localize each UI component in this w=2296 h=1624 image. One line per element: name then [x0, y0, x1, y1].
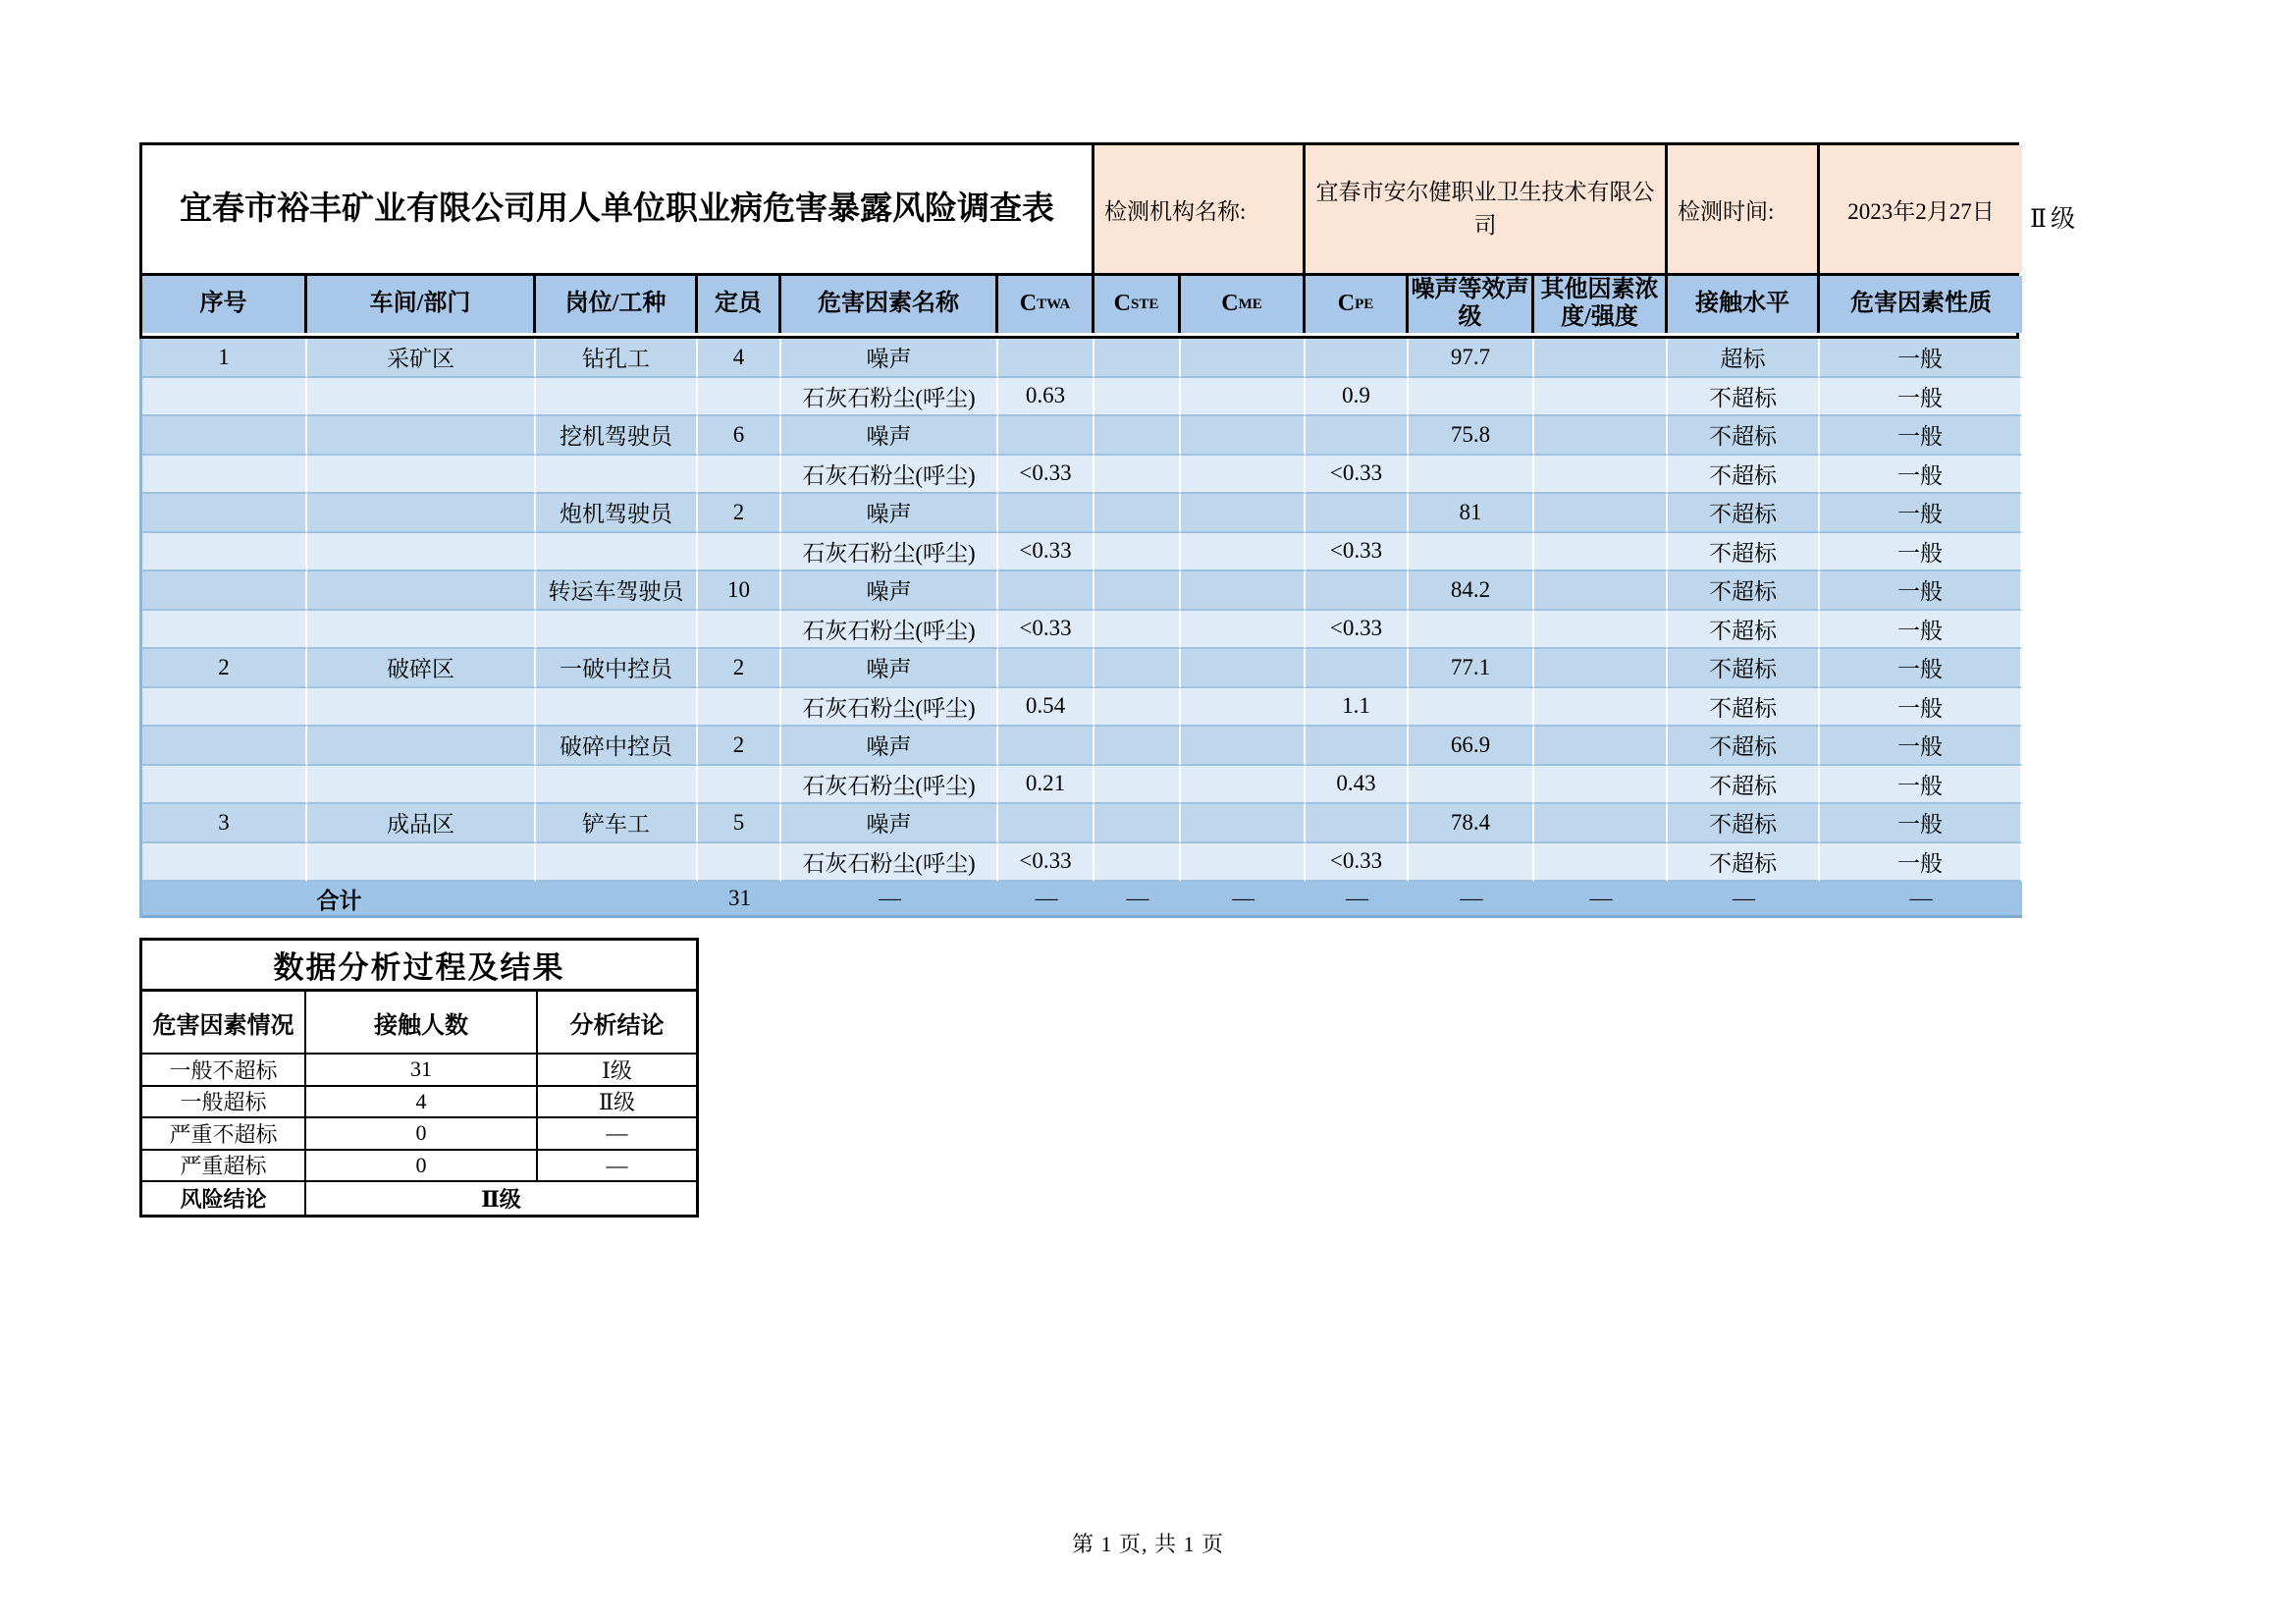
- total-row-cell-4: —: [998, 882, 1095, 918]
- cell-r6-xuhao: [142, 533, 307, 572]
- cell-r1-qita-yinsu-nongdu-qiangdu: [1534, 339, 1668, 378]
- cell-r3-c-pe: [1306, 416, 1409, 456]
- cell-r4-dingyuan: [698, 456, 781, 495]
- cell-r5-chejian-bumen: [307, 494, 536, 533]
- analysis-cell-r2-c1: 一般超标: [142, 1087, 306, 1119]
- cell-r3-gangwei-gongzhong: 挖机驾驶员: [536, 416, 698, 456]
- cell-r13-c-twa: [998, 804, 1095, 843]
- cell-r10-dingyuan: [698, 688, 781, 728]
- risk-conclusion-value: Ⅱ级: [481, 1187, 521, 1212]
- cell-r12-xuhao: [142, 766, 307, 805]
- cell-r12-c-me: [1181, 766, 1306, 805]
- analysis-cell-r4-c1: 严重超标: [142, 1151, 306, 1183]
- cell-r13-jiechu-shuiping: 不超标: [1668, 804, 1820, 843]
- total-row-cell-1: [536, 882, 698, 918]
- cell-r4-c-ste: [1095, 456, 1181, 495]
- survey-table-top-band: [139, 142, 2019, 276]
- cell-r2-weihai-yinsu-xingzhi: 一般: [1820, 378, 2022, 417]
- cell-r12-zaosheng-dengxiao-shengji: [1409, 766, 1534, 805]
- cell-r5-qita-yinsu-nongdu-qiangdu: [1534, 494, 1668, 533]
- survey-table: [139, 142, 2019, 918]
- cell-r1-dingyuan: 4: [698, 339, 781, 378]
- cell-r6-c-ste: [1095, 533, 1181, 572]
- column-header-c-me: C ME: [1181, 276, 1306, 333]
- column-header-gangwei-gongzhong: 岗位/工种: [536, 276, 698, 333]
- cell-r2-chejian-bumen: [307, 378, 536, 417]
- cell-r4-weihai-yinsu-xingzhi: 一般: [1820, 456, 2022, 495]
- cell-r5-c-me: [1181, 494, 1306, 533]
- cell-r9-c-twa: [998, 649, 1095, 688]
- cell-r9-dingyuan: 2: [698, 649, 781, 688]
- cell-r2-c-pe: 0.9: [1306, 378, 1409, 417]
- total-row-label: 合计: [142, 882, 536, 918]
- cell-r9-c-pe: [1306, 649, 1409, 688]
- cell-r11-c-ste: [1095, 727, 1181, 766]
- cell-r2-c-me: [1181, 378, 1306, 417]
- analysis-table: [139, 938, 699, 1218]
- analysis-table-grid: [142, 992, 696, 1215]
- analysis-cell-r3-c2: 0: [306, 1118, 538, 1151]
- cell-r9-xuhao: 2: [142, 649, 307, 688]
- cell-r12-c-pe: 0.43: [1306, 766, 1409, 805]
- cell-r3-c-me: [1181, 416, 1306, 456]
- cell-r14-chejian-bumen: [307, 843, 536, 883]
- cell-r10-gangwei-gongzhong: [536, 688, 698, 728]
- total-row-cell-6: —: [1181, 882, 1306, 918]
- cell-r4-c-twa: <0.33: [998, 456, 1095, 495]
- cell-r2-weihai-yinsu-mingcheng: 石灰石粉尘(呼尘): [781, 378, 998, 417]
- cell-r13-c-me: [1181, 804, 1306, 843]
- cell-r7-c-ste: [1095, 571, 1181, 611]
- cell-r3-weihai-yinsu-xingzhi: 一般: [1820, 416, 2022, 456]
- cell-r1-c-ste: [1095, 339, 1181, 378]
- column-header-row: [139, 276, 2019, 339]
- risk-level-annotation: Ⅱ级: [2030, 206, 2079, 233]
- cell-r2-qita-yinsu-nongdu-qiangdu: [1534, 378, 1668, 417]
- cell-r13-weihai-yinsu-mingcheng: 噪声: [781, 804, 998, 843]
- cell-r12-weihai-yinsu-mingcheng: 石灰石粉尘(呼尘): [781, 766, 998, 805]
- cell-r10-qita-yinsu-nongdu-qiangdu: [1534, 688, 1668, 728]
- cell-r7-weihai-yinsu-xingzhi: 一般: [1820, 571, 2022, 611]
- cell-r6-qita-yinsu-nongdu-qiangdu: [1534, 533, 1668, 572]
- cell-r4-weihai-yinsu-mingcheng: 石灰石粉尘(呼尘): [781, 456, 998, 495]
- cell-r2-jiechu-shuiping: 不超标: [1668, 378, 1820, 417]
- page-title: 宜春市裕丰矿业有限公司用人单位职业病危害暴露风险调查表: [142, 145, 1095, 273]
- cell-r14-c-me: [1181, 843, 1306, 883]
- cell-r10-weihai-yinsu-xingzhi: 一般: [1820, 688, 2022, 728]
- cell-r2-xuhao: [142, 378, 307, 417]
- inspection-date-label: 检测时间:: [1668, 145, 1820, 273]
- cell-r4-xuhao: [142, 456, 307, 495]
- cell-r3-chejian-bumen: [307, 416, 536, 456]
- total-row-cell-2: 31: [698, 882, 781, 918]
- cell-r13-c-ste: [1095, 804, 1181, 843]
- total-row-cell-9: —: [1534, 882, 1668, 918]
- cell-r8-chejian-bumen: [307, 611, 536, 650]
- cell-r6-weihai-yinsu-xingzhi: 一般: [1820, 533, 2022, 572]
- cell-r1-chejian-bumen: 采矿区: [307, 339, 536, 378]
- cell-r6-zaosheng-dengxiao-shengji: [1409, 533, 1534, 572]
- agency-name: 宜春市安尔健职业卫生技术有限公司: [1306, 145, 1668, 273]
- agency-label: 检测机构名称:: [1095, 145, 1306, 273]
- cell-r5-weihai-yinsu-mingcheng: 噪声: [781, 494, 998, 533]
- cell-r8-dingyuan: [698, 611, 781, 650]
- cell-r6-c-twa: <0.33: [998, 533, 1095, 572]
- cell-r7-xuhao: [142, 571, 307, 611]
- cell-r7-weihai-yinsu-mingcheng: 噪声: [781, 571, 998, 611]
- cell-r1-jiechu-shuiping: 超标: [1668, 339, 1820, 378]
- column-header-c-pe: C PE: [1306, 276, 1409, 333]
- cell-r3-c-ste: [1095, 416, 1181, 456]
- analysis-cell-r1-c3: Ⅰ级: [538, 1055, 696, 1087]
- cell-r14-xuhao: [142, 843, 307, 883]
- cell-r9-qita-yinsu-nongdu-qiangdu: [1534, 649, 1668, 688]
- cell-r14-weihai-yinsu-mingcheng: 石灰石粉尘(呼尘): [781, 843, 998, 883]
- cell-r11-zaosheng-dengxiao-shengji: 66.9: [1409, 727, 1534, 766]
- cell-r7-jiechu-shuiping: 不超标: [1668, 571, 1820, 611]
- cell-r11-c-me: [1181, 727, 1306, 766]
- analysis-cell-r4-c3: —: [538, 1151, 696, 1183]
- cell-r10-zaosheng-dengxiao-shengji: [1409, 688, 1534, 728]
- cell-r13-dingyuan: 5: [698, 804, 781, 843]
- total-row-cell-5: —: [1095, 882, 1181, 918]
- cell-r10-weihai-yinsu-mingcheng: 石灰石粉尘(呼尘): [781, 688, 998, 728]
- column-header-weihai-yinsu-mingcheng: 危害因素名称: [781, 276, 998, 333]
- cell-r14-weihai-yinsu-xingzhi: 一般: [1820, 843, 2022, 883]
- cell-r2-c-twa: 0.63: [998, 378, 1095, 417]
- cell-r11-c-pe: [1306, 727, 1409, 766]
- cell-r10-chejian-bumen: [307, 688, 536, 728]
- cell-r3-jiechu-shuiping: 不超标: [1668, 416, 1820, 456]
- analysis-cell-r1-c1: 一般不超标: [142, 1055, 306, 1087]
- analysis-cell-r2-c2: 4: [306, 1087, 538, 1119]
- cell-r12-weihai-yinsu-xingzhi: 一般: [1820, 766, 2022, 805]
- cell-r5-dingyuan: 2: [698, 494, 781, 533]
- cell-r8-gangwei-gongzhong: [536, 611, 698, 650]
- page-number-footer: 第 1 页, 共 1 页: [1071, 1532, 1224, 1556]
- cell-r4-qita-yinsu-nongdu-qiangdu: [1534, 456, 1668, 495]
- cell-r1-weihai-yinsu-xingzhi: 一般: [1820, 339, 2022, 378]
- cell-r14-gangwei-gongzhong: [536, 843, 698, 883]
- cell-r13-weihai-yinsu-xingzhi: 一般: [1820, 804, 2022, 843]
- analysis-cell-r3-c3: —: [538, 1118, 696, 1151]
- cell-r11-c-twa: [998, 727, 1095, 766]
- cell-r9-chejian-bumen: 破碎区: [307, 649, 536, 688]
- cell-r9-c-me: [1181, 649, 1306, 688]
- analysis-cell-r4-c2: 0: [306, 1151, 538, 1183]
- cell-r2-zaosheng-dengxiao-shengji: [1409, 378, 1534, 417]
- cell-r7-c-pe: [1306, 571, 1409, 611]
- cell-r10-c-me: [1181, 688, 1306, 728]
- cell-r7-c-me: [1181, 571, 1306, 611]
- cell-r1-c-me: [1181, 339, 1306, 378]
- table-body: [139, 339, 2019, 918]
- total-row-cell-8: —: [1409, 882, 1534, 918]
- column-header-dingyuan: 定员: [698, 276, 781, 333]
- cell-r1-xuhao: 1: [142, 339, 307, 378]
- cell-r5-zaosheng-dengxiao-shengji: 81: [1409, 494, 1534, 533]
- cell-r11-qita-yinsu-nongdu-qiangdu: [1534, 727, 1668, 766]
- cell-r10-c-pe: 1.1: [1306, 688, 1409, 728]
- cell-r5-c-twa: [998, 494, 1095, 533]
- cell-r14-dingyuan: [698, 843, 781, 883]
- cell-r7-chejian-bumen: [307, 571, 536, 611]
- cell-r11-gangwei-gongzhong: 破碎中控员: [536, 727, 698, 766]
- cell-r12-gangwei-gongzhong: [536, 766, 698, 805]
- cell-r11-jiechu-shuiping: 不超标: [1668, 727, 1820, 766]
- cell-r10-xuhao: [142, 688, 307, 728]
- cell-r3-dingyuan: 6: [698, 416, 781, 456]
- analysis-cell-r1-c2: 31: [306, 1055, 538, 1087]
- inspection-date-value: 2023年2月27日: [1820, 145, 2022, 273]
- column-header-weihai-yinsu-xingzhi: 危害因素性质: [1820, 276, 2022, 333]
- column-header-qita-yinsu-nongdu-qiangdu: 其他因素浓度/强度: [1534, 276, 1668, 333]
- cell-r1-weihai-yinsu-mingcheng: 噪声: [781, 339, 998, 378]
- cell-r1-zaosheng-dengxiao-shengji: 97.7: [1409, 339, 1534, 378]
- cell-r2-dingyuan: [698, 378, 781, 417]
- cell-r3-c-twa: [998, 416, 1095, 456]
- cell-r9-weihai-yinsu-xingzhi: 一般: [1820, 649, 2022, 688]
- cell-r10-c-ste: [1095, 688, 1181, 728]
- total-row-cell-11: —: [1820, 882, 2022, 918]
- cell-r9-c-ste: [1095, 649, 1181, 688]
- cell-r7-c-twa: [998, 571, 1095, 611]
- cell-r7-dingyuan: 10: [698, 571, 781, 611]
- cell-r5-c-pe: [1306, 494, 1409, 533]
- cell-r11-weihai-yinsu-mingcheng: 噪声: [781, 727, 998, 766]
- cell-r4-c-pe: <0.33: [1306, 456, 1409, 495]
- cell-r12-c-twa: 0.21: [998, 766, 1095, 805]
- cell-r5-gangwei-gongzhong: 炮机驾驶员: [536, 494, 698, 533]
- cell-r8-xuhao: [142, 611, 307, 650]
- cell-r4-jiechu-shuiping: 不超标: [1668, 456, 1820, 495]
- cell-r13-qita-yinsu-nongdu-qiangdu: [1534, 804, 1668, 843]
- analysis-cell-r2-c3: Ⅱ级: [538, 1087, 696, 1119]
- cell-r9-zaosheng-dengxiao-shengji: 77.1: [1409, 649, 1534, 688]
- cell-r2-c-ste: [1095, 378, 1181, 417]
- cell-r4-gangwei-gongzhong: [536, 456, 698, 495]
- cell-r7-zaosheng-dengxiao-shengji: 84.2: [1409, 571, 1534, 611]
- cell-r8-c-pe: <0.33: [1306, 611, 1409, 650]
- cell-r6-gangwei-gongzhong: [536, 533, 698, 572]
- cell-r14-zaosheng-dengxiao-shengji: [1409, 843, 1534, 883]
- cell-r11-chejian-bumen: [307, 727, 536, 766]
- cell-r13-chejian-bumen: 成品区: [307, 804, 536, 843]
- cell-r8-c-me: [1181, 611, 1306, 650]
- cell-r6-c-me: [1181, 533, 1306, 572]
- cell-r3-qita-yinsu-nongdu-qiangdu: [1534, 416, 1668, 456]
- cell-r13-c-pe: [1306, 804, 1409, 843]
- cell-r12-dingyuan: [698, 766, 781, 805]
- column-header-c-twa: C TWA: [998, 276, 1095, 333]
- cell-r5-weihai-yinsu-xingzhi: 一般: [1820, 494, 2022, 533]
- cell-r3-xuhao: [142, 416, 307, 456]
- cell-r6-chejian-bumen: [307, 533, 536, 572]
- cell-r1-c-twa: [998, 339, 1095, 378]
- cell-r10-c-twa: 0.54: [998, 688, 1095, 728]
- cell-r3-zaosheng-dengxiao-shengji: 75.8: [1409, 416, 1534, 456]
- cell-r7-qita-yinsu-nongdu-qiangdu: [1534, 571, 1668, 611]
- cell-r6-jiechu-shuiping: 不超标: [1668, 533, 1820, 572]
- cell-r4-chejian-bumen: [307, 456, 536, 495]
- analysis-header-2: 接触人数: [306, 992, 538, 1055]
- risk-conclusion-label: 风险结论: [142, 1182, 306, 1215]
- column-header-c-ste: C STE: [1095, 276, 1181, 333]
- cell-r8-qita-yinsu-nongdu-qiangdu: [1534, 611, 1668, 650]
- cell-r8-zaosheng-dengxiao-shengji: [1409, 611, 1534, 650]
- column-header-jiechu-shuiping: 接触水平: [1668, 276, 1820, 333]
- cell-r8-jiechu-shuiping: 不超标: [1668, 611, 1820, 650]
- cell-r13-zaosheng-dengxiao-shengji: 78.4: [1409, 804, 1534, 843]
- cell-r12-jiechu-shuiping: 不超标: [1668, 766, 1820, 805]
- cell-r11-dingyuan: 2: [698, 727, 781, 766]
- cell-r12-qita-yinsu-nongdu-qiangdu: [1534, 766, 1668, 805]
- cell-r5-jiechu-shuiping: 不超标: [1668, 494, 1820, 533]
- cell-r11-weihai-yinsu-xingzhi: 一般: [1820, 727, 2022, 766]
- analysis-header-1: 危害因素情况: [142, 992, 306, 1055]
- cell-r14-qita-yinsu-nongdu-qiangdu: [1534, 843, 1668, 883]
- cell-r9-weihai-yinsu-mingcheng: 噪声: [781, 649, 998, 688]
- cell-r12-chejian-bumen: [307, 766, 536, 805]
- cell-r13-xuhao: 3: [142, 804, 307, 843]
- cell-r10-jiechu-shuiping: 不超标: [1668, 688, 1820, 728]
- cell-r8-c-twa: <0.33: [998, 611, 1095, 650]
- cell-r14-c-twa: <0.33: [998, 843, 1095, 883]
- cell-r11-xuhao: [142, 727, 307, 766]
- cell-r3-weihai-yinsu-mingcheng: 噪声: [781, 416, 998, 456]
- cell-r4-zaosheng-dengxiao-shengji: [1409, 456, 1534, 495]
- cell-r6-c-pe: <0.33: [1306, 533, 1409, 572]
- cell-r12-c-ste: [1095, 766, 1181, 805]
- total-row-cell-3: —: [781, 882, 998, 918]
- cell-r5-c-ste: [1095, 494, 1181, 533]
- cell-r14-jiechu-shuiping: 不超标: [1668, 843, 1820, 883]
- column-header-chejian-bumen: 车间/部门: [307, 276, 536, 333]
- cell-r8-weihai-yinsu-xingzhi: 一般: [1820, 611, 2022, 650]
- cell-r7-gangwei-gongzhong: 转运车驾驶员: [536, 571, 698, 611]
- cell-r6-dingyuan: [698, 533, 781, 572]
- analysis-header-3: 分析结论: [538, 992, 696, 1055]
- total-row-cell-7: —: [1306, 882, 1409, 918]
- cell-r1-c-pe: [1306, 339, 1409, 378]
- column-header-xuhao: 序号: [142, 276, 307, 333]
- cell-r8-weihai-yinsu-mingcheng: 石灰石粉尘(呼尘): [781, 611, 998, 650]
- cell-r9-jiechu-shuiping: 不超标: [1668, 649, 1820, 688]
- cell-r14-c-pe: <0.33: [1306, 843, 1409, 883]
- cell-r6-weihai-yinsu-mingcheng: 石灰石粉尘(呼尘): [781, 533, 998, 572]
- cell-r8-c-ste: [1095, 611, 1181, 650]
- total-row-cell-10: —: [1668, 882, 1820, 918]
- cell-r9-gangwei-gongzhong: 一破中控员: [536, 649, 698, 688]
- analysis-cell-r3-c1: 严重不超标: [142, 1118, 306, 1151]
- analysis-table-title: 数据分析过程及结果: [142, 941, 696, 992]
- cell-r5-xuhao: [142, 494, 307, 533]
- cell-r13-gangwei-gongzhong: 铲车工: [536, 804, 698, 843]
- cell-r2-gangwei-gongzhong: [536, 378, 698, 417]
- cell-r4-c-me: [1181, 456, 1306, 495]
- cell-r1-gangwei-gongzhong: 钻孔工: [536, 339, 698, 378]
- column-header-zaosheng-dengxiao-shengji: 噪声等效声级: [1409, 276, 1534, 333]
- cell-r14-c-ste: [1095, 843, 1181, 883]
